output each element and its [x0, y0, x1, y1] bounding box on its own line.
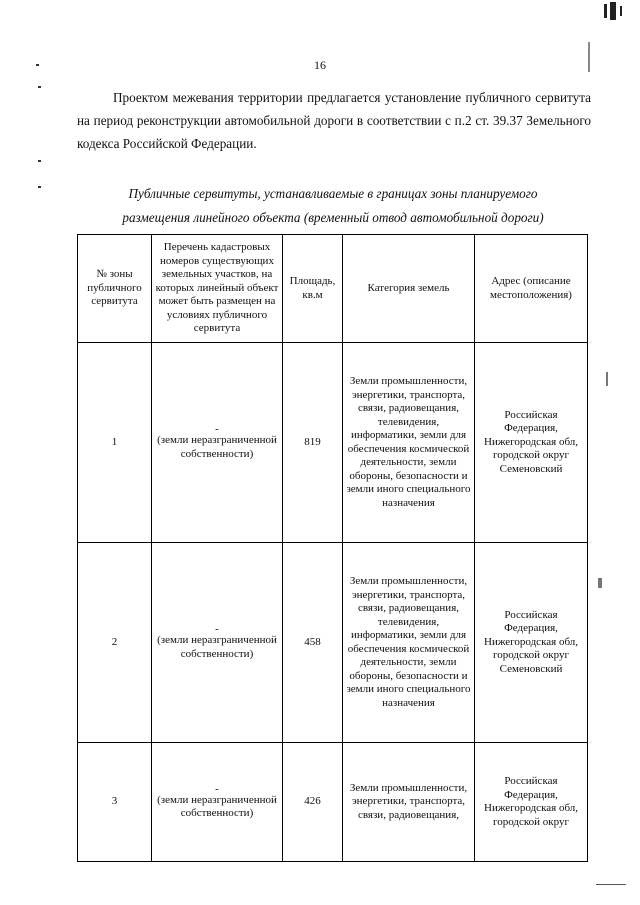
scan-artifact: [620, 6, 622, 16]
cadastral-text: (земли неразграниченной собственности): [157, 793, 277, 819]
header-cadastral: Перечень кадастровых номеров существующих земельных участков, на которых линейный объект может быть размещен на условиях публичного сервитута: [152, 235, 283, 343]
header-zone-no: № зоны публичного сервитута: [78, 235, 152, 343]
table-caption: [88, 182, 578, 229]
cadastral-text: (земли неразграниченной собственности): [157, 634, 277, 660]
cell-cadastral: [152, 343, 283, 543]
scan-dot: [38, 160, 41, 162]
table-header-row: [78, 235, 588, 343]
scan-artifact: [604, 4, 607, 18]
scan-artifact: [596, 884, 626, 885]
table-row: [78, 343, 588, 543]
scan-artifact: [598, 578, 602, 588]
cell-cadastral: [152, 743, 283, 862]
cell-area: 458: [283, 543, 343, 743]
cell-zone-no: 1: [78, 343, 152, 543]
cell-address: Российская Федерация, Нижегородская обл, городской округ Семеновский: [475, 543, 588, 743]
caption-line-2: размещения линейного объекта (временный отвод автомобильной дороги): [122, 209, 544, 225]
cadastral-dash: -: [215, 782, 219, 795]
scan-artifact: [606, 372, 608, 386]
header-address: Адрес (описание местоположения): [475, 235, 588, 343]
cell-zone-no: 3: [78, 743, 152, 862]
cell-address: Российская Федерация, Нижегородская обл, городской округ Семеновский: [475, 343, 588, 543]
servitudes-table: [77, 234, 588, 862]
cell-area: 426: [283, 743, 343, 862]
cell-area: 819: [283, 343, 343, 543]
header-area: Площадь, кв.м: [283, 235, 343, 343]
table-row: [78, 543, 588, 743]
scan-dot: [38, 186, 41, 188]
cell-category: Земли промышленности, энергетики, транспорта, связи, радиовещания, телевидения, информатики, земли для обеспечения космической деятельности, земли обороны, безопасности и земли иного специального назначения: [343, 343, 475, 543]
cell-category: Земли промышленности, энергетики, транспорта, связи, радиовещания,: [343, 743, 475, 862]
cell-zone-no: 2: [78, 543, 152, 743]
cadastral-dash: -: [215, 623, 219, 635]
cadastral-text: (земли неразграниченной собственности): [157, 434, 277, 460]
header-category: Категория земель: [343, 235, 475, 343]
scan-artifact: [610, 2, 616, 20]
cell-address: Российская Федерация, Нижегородская обл, городской округ: [475, 743, 588, 862]
cell-cadastral: [152, 543, 283, 743]
intro-paragraph: Проектом межевания территории предлагается установление публичного сервитута на период реконструкции автомобильной дороги в соответствии с п.2 ст. 39.37 Земельного кодекса Российской Федерации.: [77, 90, 591, 151]
table-row: [78, 743, 588, 862]
cell-category: Земли промышленности, энергетики, транспорта, связи, радиовещания, телевидения, информатики, земли для обеспечения космической деятельности, земли обороны, безопасности и земли иного специального назначения: [343, 543, 475, 743]
scan-dot: [38, 86, 41, 88]
cadastral-dash: -: [215, 423, 219, 435]
page-number: 16: [314, 58, 326, 72]
caption-line-1: Публичные сервитуты, устанавливаемые в границах зоны планируемого: [128, 186, 538, 201]
